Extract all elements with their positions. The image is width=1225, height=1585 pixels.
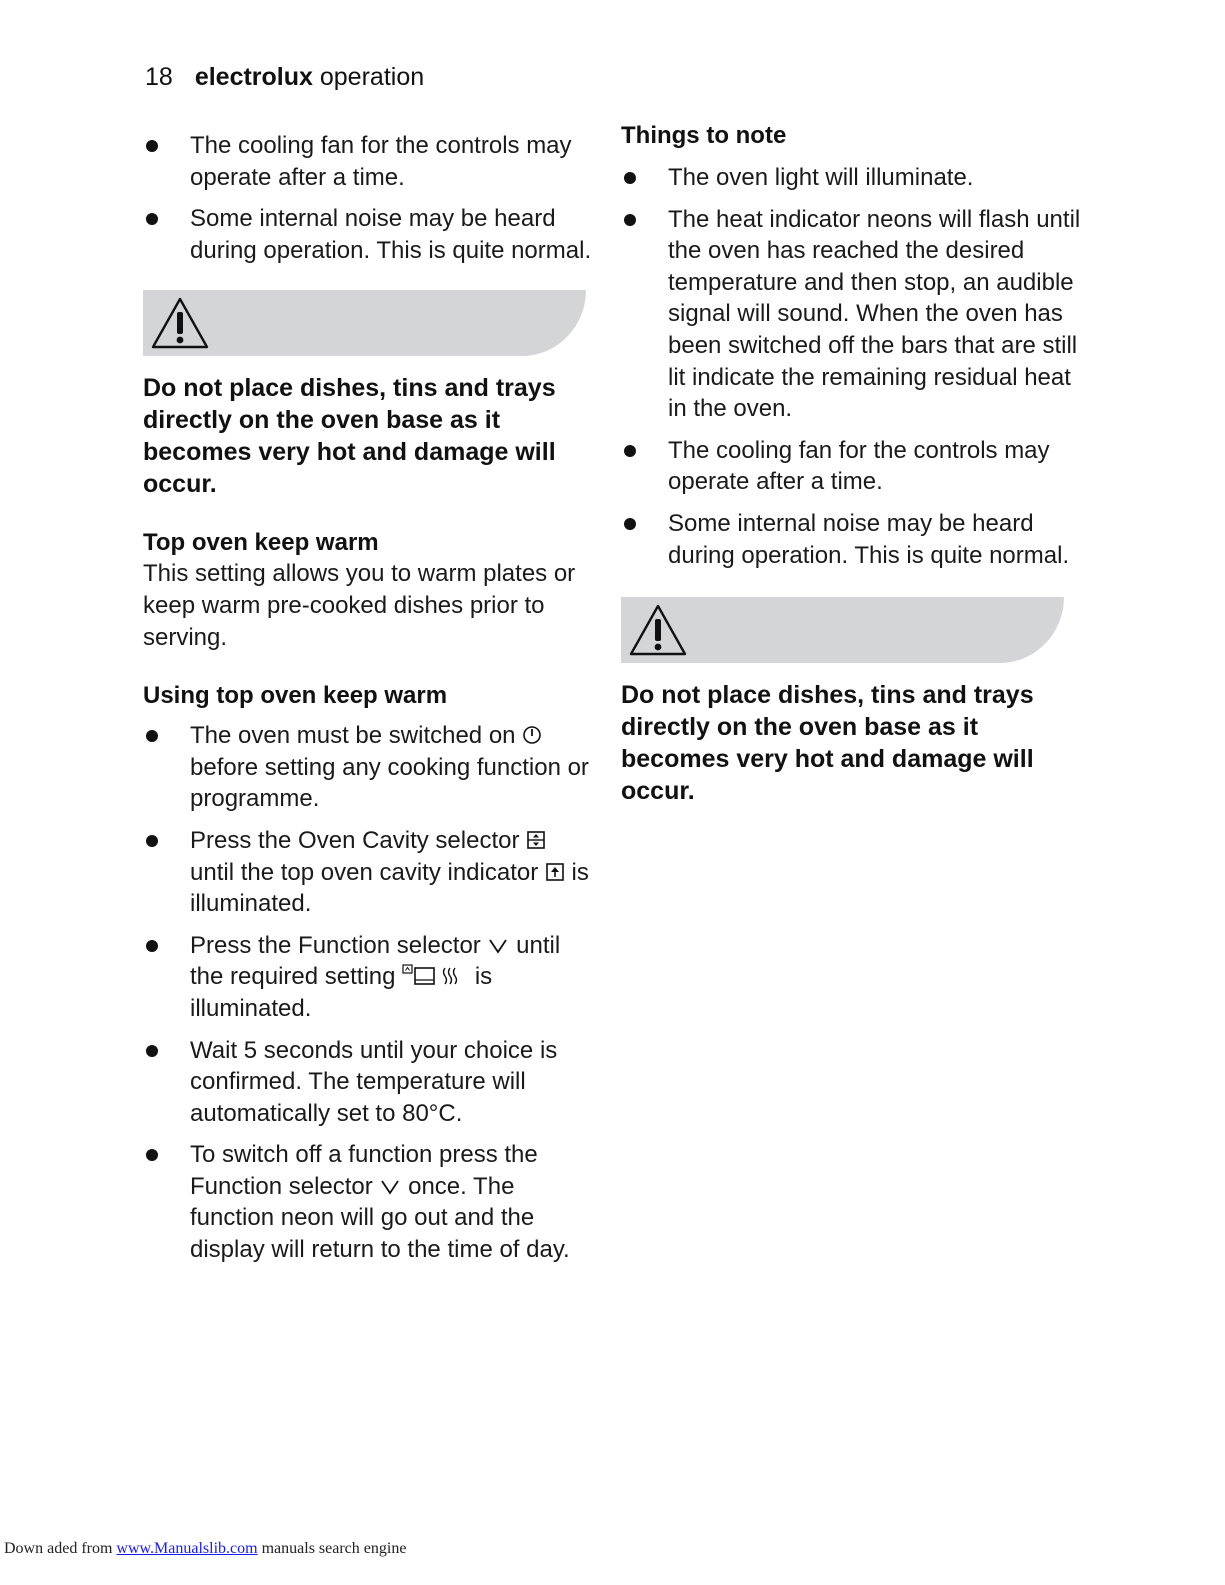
bullet-icon bbox=[146, 1045, 158, 1057]
bullet-icon bbox=[624, 172, 636, 184]
intro-bullet-list bbox=[143, 130, 593, 266]
page-number: 18 bbox=[145, 63, 173, 91]
list-item: The heat indicator neons will flash until the oven has reached the desired temperature and then stop, an audible signal will sound. When the oven has been switched off the bars that are still lit indicate the remaining residual heat in the oven. bbox=[621, 204, 1081, 425]
list-item: Some internal noise may be heard during operation. This is quite normal. bbox=[621, 508, 1081, 571]
top-oven-cavity-icon bbox=[545, 862, 565, 882]
bullet-icon bbox=[146, 213, 158, 225]
footer bbox=[4, 1540, 406, 1558]
list-item: Some internal noise may be heard during operation. This is quite normal. bbox=[143, 203, 593, 266]
list-item: Press the Function selector until the required setting is illuminated. bbox=[143, 930, 593, 1025]
bullet-icon bbox=[624, 214, 636, 226]
footer-prefix: Down aded from bbox=[4, 1540, 113, 1557]
oven-cavity-selector-icon bbox=[526, 830, 546, 850]
section-heading: Top oven keep warm bbox=[143, 529, 379, 557]
keep-warm-icon bbox=[402, 964, 468, 986]
section-heading: Things to note bbox=[621, 122, 787, 149]
footer-suffix: manuals search engine bbox=[261, 1540, 407, 1557]
left-column bbox=[143, 130, 593, 1276]
list-item: The cooling fan for the controls may operate after a time. bbox=[143, 130, 593, 193]
list-item: The oven light will illuminate. bbox=[621, 162, 1081, 194]
power-icon bbox=[522, 725, 542, 745]
list-item: Press the Oven Cavity selector until the top oven cavity indicator is illuminated. bbox=[143, 825, 593, 920]
bullet-icon bbox=[146, 940, 158, 952]
manualslib-link[interactable]: www.Manualslib.com bbox=[116, 1540, 258, 1557]
bullet-icon bbox=[146, 835, 158, 847]
brand-name: electrolux bbox=[194, 63, 313, 91]
bullet-icon bbox=[624, 518, 636, 530]
chevron-down-icon bbox=[379, 1178, 401, 1196]
keep-warm-description: This setting allows you to warm plates or keep warm pre-cooked dishes prior to serving. bbox=[143, 560, 576, 651]
section-name: operation bbox=[319, 63, 425, 91]
warning-triangle-icon bbox=[628, 602, 688, 658]
right-column bbox=[621, 120, 1081, 807]
warning-banner bbox=[621, 597, 1064, 663]
section-heading: Using top oven keep warm bbox=[143, 682, 448, 710]
list-item: The cooling fan for the controls may operate after a time. bbox=[621, 435, 1081, 498]
bullet-icon bbox=[146, 1149, 158, 1161]
warning-banner bbox=[143, 290, 586, 356]
notes-bullet-list bbox=[621, 162, 1081, 571]
warning-text: Do not place dishes, tins and trays directly on the oven base as it becomes very hot and damage will occur. bbox=[143, 374, 556, 499]
bullet-icon bbox=[624, 445, 636, 457]
page-header bbox=[145, 60, 424, 94]
chevron-down-icon bbox=[487, 937, 509, 955]
instruction-bullet-list bbox=[143, 720, 593, 1266]
bullet-icon bbox=[146, 730, 158, 742]
list-item: The oven must be switched on before setting any cooking function or programme. bbox=[143, 720, 593, 815]
list-item: Wait 5 seconds until your choice is confirmed. The temperature will automatically set to 80°C. bbox=[143, 1035, 593, 1130]
warning-text: Do not place dishes, tins and trays directly on the oven base as it becomes very hot and damage will occur. bbox=[621, 681, 1034, 806]
list-item: To switch off a function press the Function selector once. The function neon will go out and the display will return to the time of day. bbox=[143, 1139, 593, 1265]
warning-triangle-icon bbox=[150, 295, 210, 351]
bullet-icon bbox=[146, 140, 158, 152]
